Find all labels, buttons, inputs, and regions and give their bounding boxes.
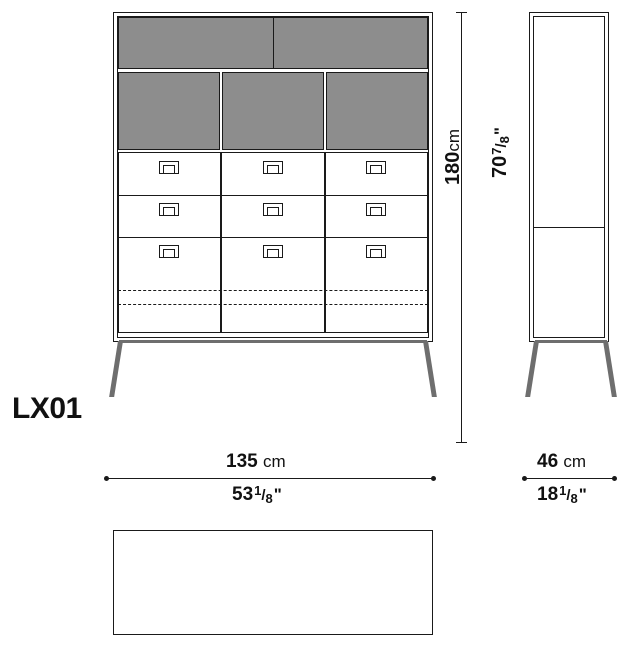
- drawer-handle: [263, 161, 283, 174]
- side-leg-right: [603, 341, 617, 397]
- depth-imperial-fraction: [559, 483, 578, 506]
- height-metric-value: 180: [442, 151, 464, 185]
- width-dimension-line: [106, 478, 433, 479]
- depth-metric-unit: cm: [563, 452, 587, 471]
- hidden-shelf-line: [118, 290, 428, 291]
- depth-frac-numerator: 1: [559, 483, 567, 498]
- upper-door-right: [326, 72, 428, 150]
- drawer-handle: [263, 203, 283, 216]
- width-imperial-label: [232, 484, 282, 506]
- front-leg-left: [109, 341, 123, 397]
- depth-metric-value: 46: [537, 451, 559, 472]
- upper-door-left: [118, 72, 220, 150]
- width-endpoint-right: [431, 476, 436, 481]
- fraction-slash: /: [566, 487, 571, 504]
- fraction-slash: /: [261, 487, 266, 504]
- height-dimension-line: [461, 12, 462, 442]
- side-elevation-view: [529, 12, 609, 342]
- top-flap-right: [274, 18, 428, 68]
- width-metric-value: 135: [226, 451, 258, 472]
- drawer-divider: [119, 195, 220, 196]
- width-metric-unit: cm: [262, 452, 286, 471]
- side-inner-frame: [533, 16, 605, 338]
- depth-inch-mark: ": [578, 485, 587, 504]
- front-leg-right: [423, 341, 437, 397]
- height-tick-top: [456, 12, 467, 13]
- upper-door-row: [118, 72, 428, 150]
- depth-dimension-line: [524, 478, 616, 479]
- width-metric-label: [226, 451, 286, 473]
- depth-imperial-whole: 18: [537, 484, 559, 505]
- height-metric-label: [442, 129, 465, 185]
- drawer-handle: [366, 245, 386, 258]
- hidden-shelf-line: [118, 304, 428, 305]
- width-imperial-fraction: [254, 483, 273, 506]
- drawer-handle: [159, 203, 179, 216]
- depth-frac-denominator: 8: [570, 491, 578, 506]
- front-elevation-view: [113, 12, 433, 342]
- drawer-divider: [222, 195, 324, 196]
- height-tick-bottom: [456, 442, 467, 443]
- drawer-column-center: [221, 152, 325, 333]
- drawer-column-right: [325, 152, 428, 333]
- drawer-divider: [119, 237, 220, 238]
- side-base-rail: [535, 340, 607, 343]
- height-metric-unit: cm: [444, 128, 463, 152]
- drawer-handle: [263, 245, 283, 258]
- width-endpoint-left: [104, 476, 109, 481]
- drawer-divider: [326, 237, 427, 238]
- drawer-column-left: [118, 152, 221, 333]
- width-frac-numerator: 1: [254, 483, 262, 498]
- drawer-divider: [326, 195, 427, 196]
- side-leg-left: [525, 341, 539, 397]
- drawer-divider: [222, 237, 324, 238]
- top-plan-view: [113, 530, 433, 635]
- drawer-grid: [118, 152, 428, 333]
- drawer-handle: [366, 203, 386, 216]
- drawer-handle: [159, 245, 179, 258]
- top-flap-left: [119, 18, 274, 68]
- fraction-slash: /: [493, 143, 510, 148]
- height-frac-numerator: 7: [489, 147, 504, 155]
- width-frac-denominator: 8: [265, 491, 273, 506]
- height-inch-mark: ": [491, 127, 510, 136]
- upper-door-center: [222, 72, 324, 150]
- width-imperial-whole: 53: [232, 484, 254, 505]
- depth-endpoint-left: [522, 476, 527, 481]
- drawer-handle: [366, 161, 386, 174]
- height-imperial-whole: 70: [489, 155, 511, 178]
- side-mid-divider: [534, 227, 604, 228]
- width-inch-mark: ": [273, 485, 282, 504]
- depth-endpoint-right: [612, 476, 617, 481]
- front-base-rail: [119, 340, 427, 343]
- height-frac-denominator: 8: [497, 136, 512, 144]
- model-code-label: LX01: [12, 392, 82, 425]
- drawer-handle: [159, 161, 179, 174]
- height-imperial-fraction: [489, 136, 512, 155]
- height-imperial-label: [489, 127, 512, 178]
- depth-imperial-label: [537, 484, 587, 506]
- depth-metric-label: [537, 451, 586, 473]
- top-flap-row: [118, 17, 428, 69]
